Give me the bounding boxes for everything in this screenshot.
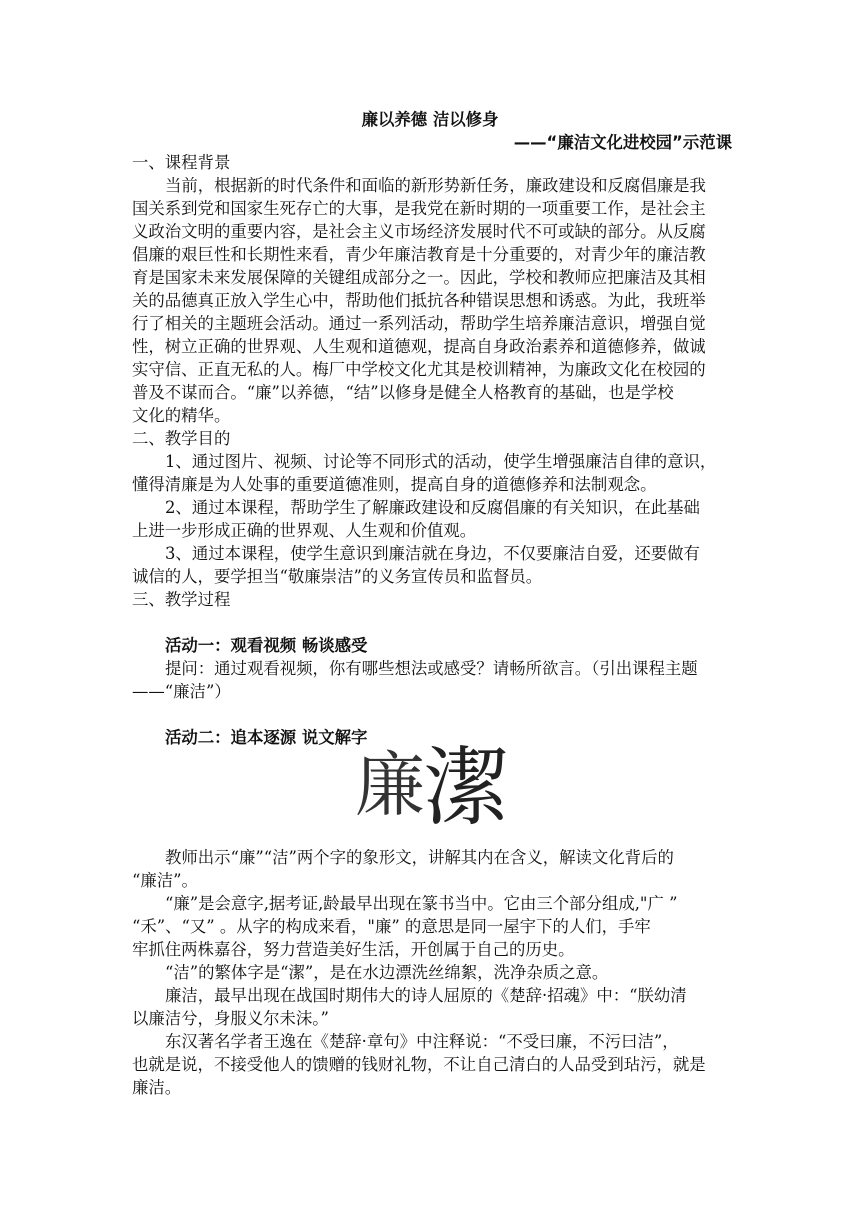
paragraph-line: 普及不谋而合。“廉”以养德，“结”以修身是健全人格教育的基础，也是学校 — [132, 383, 674, 402]
paragraph-line: “廉”是会意字,据考证,龄最早出现在篆书当中。它由三个部分组成,"广 ” — [165, 894, 678, 913]
paragraph-line: 实守信、正直无私的人。梅厂中学校文化尤其是校训精神，为廉政文化在校园的 — [132, 360, 706, 379]
paragraph-line: 廉洁，最早出现在战国时期伟大的诗人屈原的《楚辞·招魂》中：“朕幼清 — [165, 986, 687, 1005]
paragraph-line: 性，树立正确的世界观、人生观和道德观，提高自身政治素养和道德修养，做诚 — [132, 337, 706, 356]
document-title: 廉以养德 洁以修身 — [361, 110, 499, 129]
paragraph-line: 义政治文明的重要内容，是社会主义市场经济发展时代不可或缺的部分。从反腐 — [132, 222, 706, 241]
paragraph-line: 东汉著名学者王逸在《楚辞·章句》中注释说：“不受曰廉，不污曰洁”， — [165, 1032, 679, 1051]
paragraph-line: ——“廉洁”） — [132, 682, 231, 701]
document-subtitle: ——“廉洁文化进校园”示范课 — [513, 133, 732, 152]
paragraph-line: 倡廉的艰巨性和长期性来看，青少年廉洁教育是十分重要的，对青少年的廉洁教 — [132, 245, 706, 264]
paragraph-line: 关的品德真正放入学生心中，帮助他们抵抗各种错误思想和诱惑。为此，我班举 — [132, 291, 706, 310]
paragraph-line: 也就是说，不接受他人的馈赠的钱财礼物，不让自己清白的人品受到玷污，就是 — [132, 1055, 706, 1074]
paragraph-line: 上进一步形成正确的世界观、人生观和价值观。 — [132, 521, 477, 540]
seal-char-lian: 廉 — [355, 744, 425, 826]
paragraph-line: 诚信的人，要学担当“敬廉崇洁”的义务宣传员和监督员。 — [132, 567, 543, 586]
paragraph-line: 提问：通过观看视频，你有哪些想法或感受？请畅所欲言。（引出课程主题 — [165, 659, 698, 678]
paragraph-line: 懂得清廉是为人处事的重要道德准则，提高自身的道德修养和法制观念。 — [132, 475, 657, 494]
paragraph-line: 国关系到党和国家生死存亡的大事，是我党在新时期的一项重要工作，是社会主 — [132, 199, 706, 218]
section-heading-process: 三、教学过程 — [132, 590, 231, 609]
paragraph-line: “洁”的繁体字是“潔”，是在水边漂洗丝绵絮，洗净杂质之意。 — [165, 963, 609, 982]
seal-char-jie: 潔 — [423, 738, 509, 837]
paragraph-line: 育是国家未来发展保障的关键组成部分之一。因此，学校和教师应把廉洁及其相 — [132, 268, 706, 287]
paragraph-line: 以廉洁兮，身服义尔未沫。” — [132, 1009, 329, 1028]
seal-script-characters-image — [352, 737, 510, 837]
paragraph-line: 当前，根据新的时代条件和面临的新形势新任务，廉政建设和反腐倡廉是我 — [165, 176, 706, 195]
paragraph-line: 行了相关的主题班会活动。通过一系列活动，帮助学生培养廉洁意识，增强自觉 — [132, 314, 706, 333]
paragraph-line: “禾”、“又” 。从字的构成来看，"廉” 的意思是同一屋宇下的人们，手牢 — [132, 917, 651, 936]
activity-two-title: 活动二：追本逐源 说文解字 — [165, 728, 368, 747]
activity-one-title: 活动一：观看视频 畅谈感受 — [165, 636, 368, 655]
paragraph-line: 教师出示“廉”“洁”两个字的象形文，讲解其内在含义，解读文化背后的 — [165, 848, 674, 867]
paragraph-line: 3、通过本课程，使学生意识到廉洁就在身边，不仅要廉洁自爱，还要做有 — [165, 544, 700, 563]
paragraph-line: 文化的精华。 — [132, 406, 231, 425]
paragraph-line: 1、通过图片、视频、讨论等不同形式的活动，使学生增强廉洁自律的意识， — [165, 452, 717, 471]
section-heading-objectives: 二、教学目的 — [132, 429, 231, 448]
paragraph-line: 廉洁。 — [132, 1078, 182, 1097]
paragraph-line: “廉洁”。 — [132, 871, 198, 890]
paragraph-line: 2、通过本课程，帮助学生了解廉政建设和反腐倡廉的有关知识，在此基础 — [165, 498, 700, 517]
section-heading-background: 一、课程背景 — [132, 153, 231, 172]
paragraph-line: 牢抓住两株嘉谷，努力营造美好生活，开创属于自己的历史。 — [132, 940, 575, 959]
